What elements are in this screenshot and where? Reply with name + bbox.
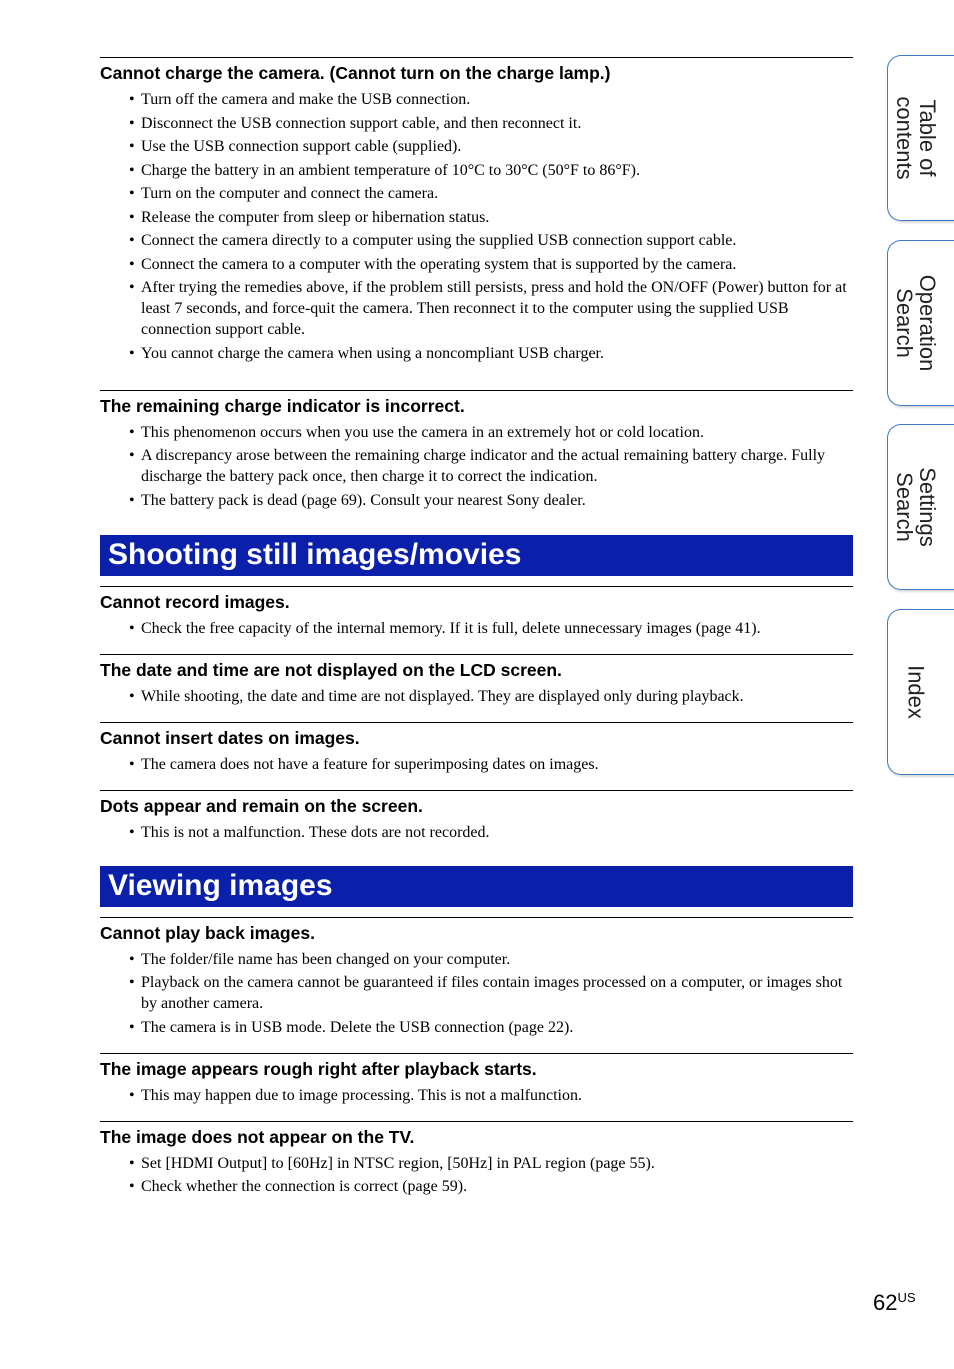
remedy-item: • Turn off the camera and make the USB connection. <box>100 89 853 110</box>
issue-title: Cannot play back images. <box>100 922 315 943</box>
remedy-item: • After trying the remedies above, if the problem still persists, press and hold the ON/OFF (Power) button for at least 7 seconds, and force-quit the camera. Then reconnect it to the computer using the supplied USB connection support cable. <box>100 277 853 340</box>
remedy-item: • Connect the camera directly to a computer using the supplied USB connection support cable. <box>100 230 853 251</box>
remedy-list <box>100 949 853 1038</box>
side-tab-label <box>893 96 939 179</box>
side-tab-label-line: Search <box>892 288 917 358</box>
side-tab-settings-search[interactable] <box>887 424 954 590</box>
remedy-item: • The battery pack is dead (page 69). Consult your nearest Sony dealer. <box>100 490 853 511</box>
side-tab-label <box>905 665 928 719</box>
remedy-item: • The camera does not have a feature for superimposing dates on images. <box>100 754 853 775</box>
side-tab-label-line: Index <box>903 665 929 719</box>
remedy-item: • Charge the battery in an ambient temperature of 10°C to 30°C (50°F to 86°F). <box>100 160 853 181</box>
issue-section <box>100 654 853 707</box>
remedy-list <box>100 422 853 511</box>
issue-title: The image appears rough right after playback starts. <box>100 1058 537 1079</box>
remedy-item: • Release the computer from sleep or hibernation status. <box>100 207 853 228</box>
side-tab-label-line: Search <box>892 472 917 542</box>
remedy-item: • Connect the camera to a computer with the operating system that is supported by the camera. <box>100 254 853 275</box>
side-tab-label-line: Settings <box>915 467 940 547</box>
remedy-item: • This phenomenon occurs when you use the camera in an extremely hot or cold location. <box>100 422 853 443</box>
issue-section <box>100 1053 853 1106</box>
remedy-item: • Playback on the camera cannot be guaranteed if files contain images processed on a computer, or images shot by another camera. <box>100 972 853 1014</box>
remedy-list <box>100 686 853 707</box>
remedy-item: • Turn on the computer and connect the camera. <box>100 183 853 204</box>
remedy-list <box>100 754 853 775</box>
side-tab-operation-search[interactable] <box>887 240 954 406</box>
issue-title: Dots appear and remain on the screen. <box>100 795 423 816</box>
issue-title: Cannot charge the camera. (Cannot turn on the charge lamp.) <box>100 63 611 83</box>
remedy-item: • Use the USB connection support cable (supplied). <box>100 136 853 157</box>
page-number-value: 62 <box>873 1290 898 1315</box>
remedy-item: • Check whether the connection is correct (page 59). <box>100 1176 853 1197</box>
section-banner: Shooting still images/movies <box>100 535 853 576</box>
remedy-item: • Check the free capacity of the internal memory. If it is full, delete unnecessary images (page 41). <box>100 618 853 639</box>
issue-title: Cannot record images. <box>100 591 290 612</box>
issue-title: The date and time are not displayed on the LCD screen. <box>100 659 562 680</box>
page-number-suffix: US <box>897 1290 916 1305</box>
remedy-item: • You cannot charge the camera when using a noncompliant USB charger. <box>100 343 853 364</box>
remedy-item: • Set [HDMI Output] to [60Hz] in NTSC region, [50Hz] in PAL region (page 55). <box>100 1153 853 1174</box>
issue-section <box>100 390 853 511</box>
side-tab-label <box>893 467 939 547</box>
issue-section <box>100 586 853 639</box>
issue-section <box>100 1121 853 1198</box>
remedy-item: • This may happen due to image processing. This is not a malfunction. <box>100 1085 853 1106</box>
side-tab-table-of-contents[interactable] <box>887 55 954 221</box>
remedy-list <box>100 618 853 639</box>
issue-section <box>100 722 853 775</box>
side-tab-label-line: contents <box>892 96 917 180</box>
remedy-list <box>100 822 853 843</box>
issue-title: The remaining charge indicator is incorrect. <box>100 395 465 416</box>
issue-title: Cannot insert dates on images. <box>100 727 360 748</box>
side-tab-label <box>893 275 939 372</box>
remedy-item: • Disconnect the USB connection support cable, and then reconnect it. <box>100 113 853 134</box>
issue-section <box>100 57 853 364</box>
issue-section <box>100 917 853 1038</box>
issue-title: The image does not appear on the TV. <box>100 1126 415 1147</box>
side-tab-index[interactable] <box>887 609 954 775</box>
remedy-list <box>100 1085 853 1106</box>
troubleshooting-content <box>100 57 853 1200</box>
remedy-item: • The camera is in USB mode. Delete the USB connection (page 22). <box>100 1017 853 1038</box>
remedy-item: • This is not a malfunction. These dots are not recorded. <box>100 822 853 843</box>
side-tab-label-line: Table of <box>915 99 940 177</box>
remedy-item: • A discrepancy arose between the remaining charge indicator and the actual remaining battery charge. Fully discharge the battery pack once, then charge it to correct the indication. <box>100 445 853 487</box>
section-banner: Viewing images <box>100 866 853 907</box>
issue-section <box>100 790 853 843</box>
remedy-list <box>100 1153 853 1198</box>
side-tab-label-line: Operation <box>915 274 940 372</box>
page-number <box>873 1290 916 1316</box>
remedy-list <box>100 89 853 364</box>
remedy-item: • The folder/file name has been changed on your computer. <box>100 949 853 970</box>
remedy-item: • While shooting, the date and time are not displayed. They are displayed only during playback. <box>100 686 853 707</box>
